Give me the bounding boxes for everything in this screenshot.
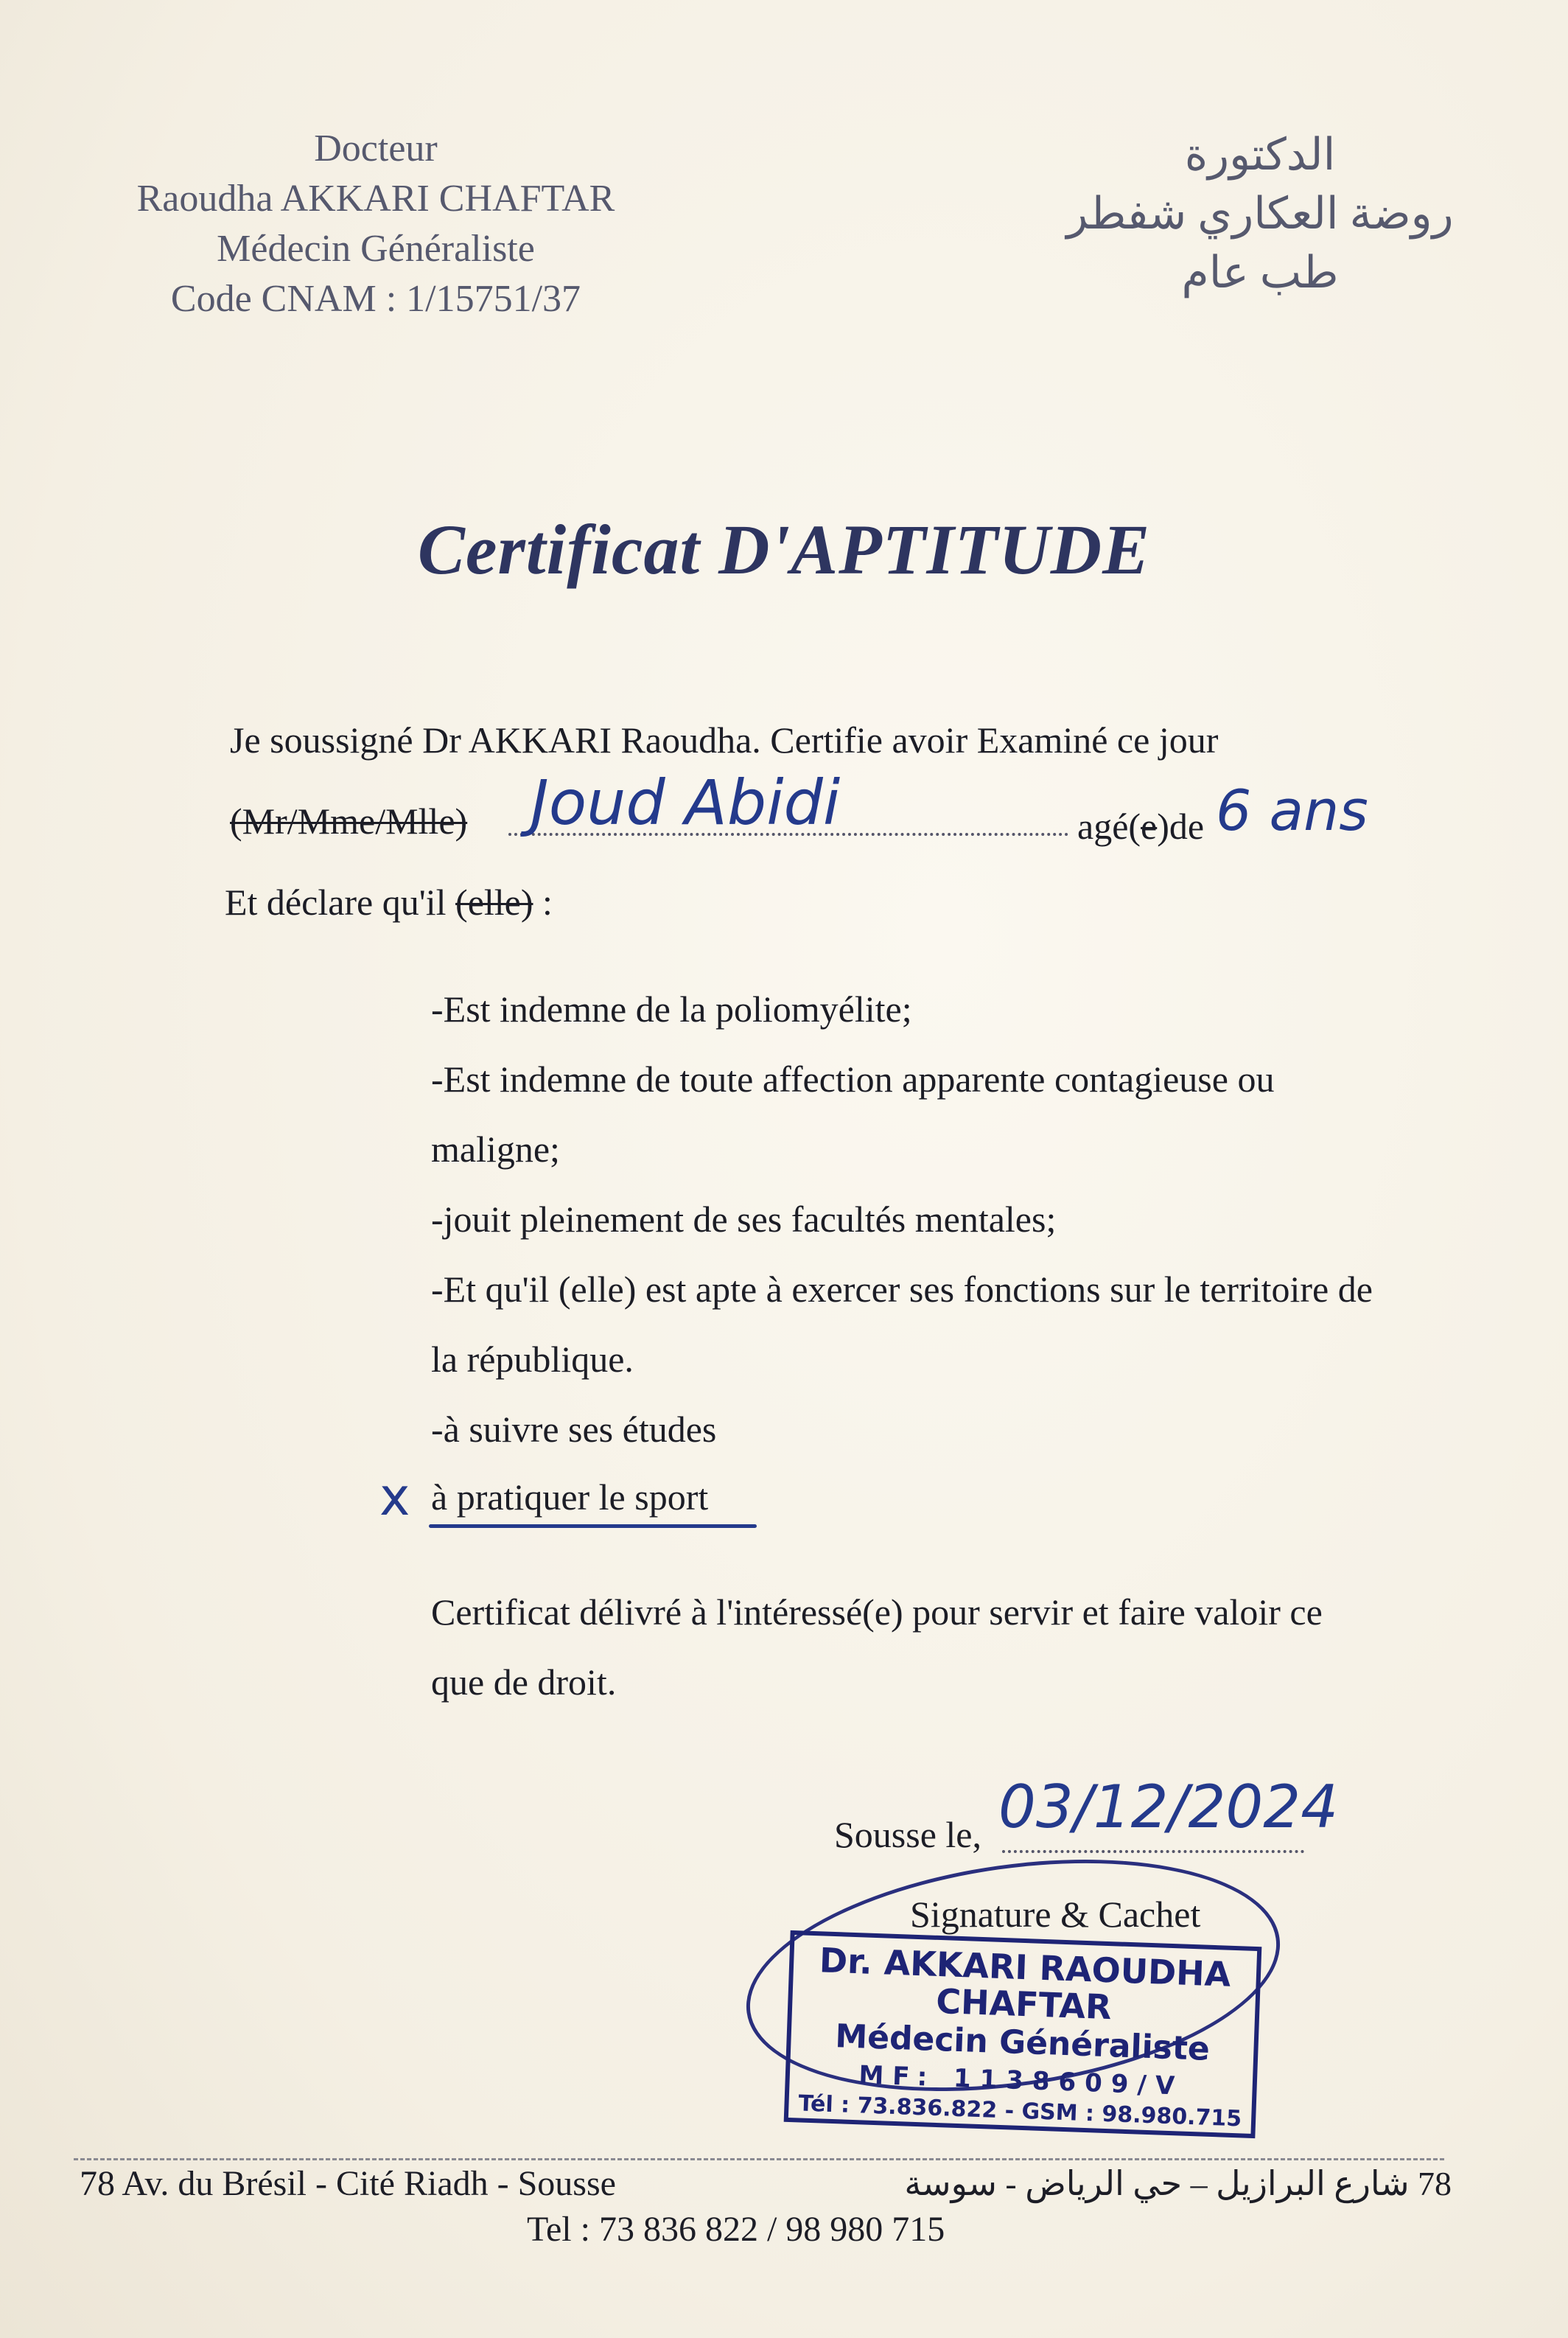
age-label-post: )de xyxy=(1157,806,1205,847)
declare-strike: (elle) xyxy=(455,882,533,923)
stamp-line-1: Dr. AKKARI RAOUDHA xyxy=(819,1940,1232,1995)
doctor-name-ar: روضة العكاري شفطر xyxy=(1066,189,1454,238)
footer-address-ar: 78 شارع البرازيل – حي الرياض - سوسة xyxy=(904,2165,1452,2202)
date-value: 03/12/2024 xyxy=(998,1773,1339,1841)
age-label xyxy=(1077,805,1204,848)
footer-divider xyxy=(74,2158,1444,2160)
doctor-name: Raoudha AKKARI CHAFTAR xyxy=(136,178,615,220)
item-apte: -Et qu'il (elle) est apte à exercer ses fonctions sur le territoire de xyxy=(431,1269,1373,1310)
check-mark-icon: x xyxy=(379,1467,410,1527)
doctor-stamp xyxy=(784,1930,1262,2138)
footer-phone: Tel : 73 836 822 / 98 980 715 xyxy=(527,2210,945,2249)
closing-line-1: Certificat délivré à l'intéressé(e) pour servir et faire valoir ce xyxy=(431,1591,1323,1633)
stamp-line-4: MF: 1138609/V xyxy=(858,2060,1184,2101)
certificate-title: Certificat D'APTITUDE xyxy=(417,510,1151,589)
place-label: Sousse le, xyxy=(834,1814,981,1855)
item-apte-cont: la république. xyxy=(431,1339,634,1380)
stamp-line-3: Médecin Généraliste xyxy=(834,2017,1211,2068)
intro-line: Je soussigné Dr AKKARI Raoudha. Certifie avoir Examiné ce jour xyxy=(230,719,1219,761)
stamp-line-2: CHAFTAR xyxy=(935,1981,1113,2028)
date-dotted-line xyxy=(1002,1850,1304,1853)
declare-line xyxy=(225,881,553,924)
item-contagious-cont: maligne; xyxy=(431,1128,560,1170)
age-label-pre: agé( xyxy=(1077,806,1141,847)
stamp-line-5: Tél : 73.836.822 - GSM : 98.980.715 xyxy=(797,2090,1242,2132)
declare-post: : xyxy=(533,882,553,923)
civility-label: (Mr/Mme/Mlle) xyxy=(230,800,468,842)
patient-name: Joud Abidi xyxy=(531,767,841,839)
declare-pre: Et déclare qu'il xyxy=(225,882,456,923)
age-label-strike: e xyxy=(1141,806,1158,847)
item-sport: à pratiquer le sport xyxy=(431,1476,709,1518)
doctor-header-arabic xyxy=(1017,125,1503,302)
header-title-ar: الدكتورة xyxy=(1184,130,1336,179)
item-mental: -jouit pleinement de ses facultés mentales; xyxy=(431,1198,1057,1240)
sport-underline xyxy=(429,1524,757,1528)
doctor-specialty: Médecin Généraliste xyxy=(217,228,535,270)
header-title: Docteur xyxy=(314,128,438,170)
item-studies: -à suivre ses études xyxy=(431,1409,717,1450)
signature-label: Signature & Cachet xyxy=(910,1894,1201,1935)
footer-address-fr: 78 Av. du Brésil - Cité Riadh - Sousse xyxy=(80,2164,616,2203)
doctor-header-french xyxy=(44,124,707,324)
item-polio: -Est indemne de la poliomyélite; xyxy=(431,988,912,1030)
closing-line-2: que de droit. xyxy=(431,1661,617,1703)
doctor-specialty-ar: طب عام xyxy=(1181,248,1339,297)
cnam-code: Code CNAM : 1/15751/37 xyxy=(170,278,581,320)
patient-age: 6 ans xyxy=(1216,778,1368,843)
item-contagious: -Est indemne de toute affection apparente contagieuse ou xyxy=(431,1058,1275,1100)
